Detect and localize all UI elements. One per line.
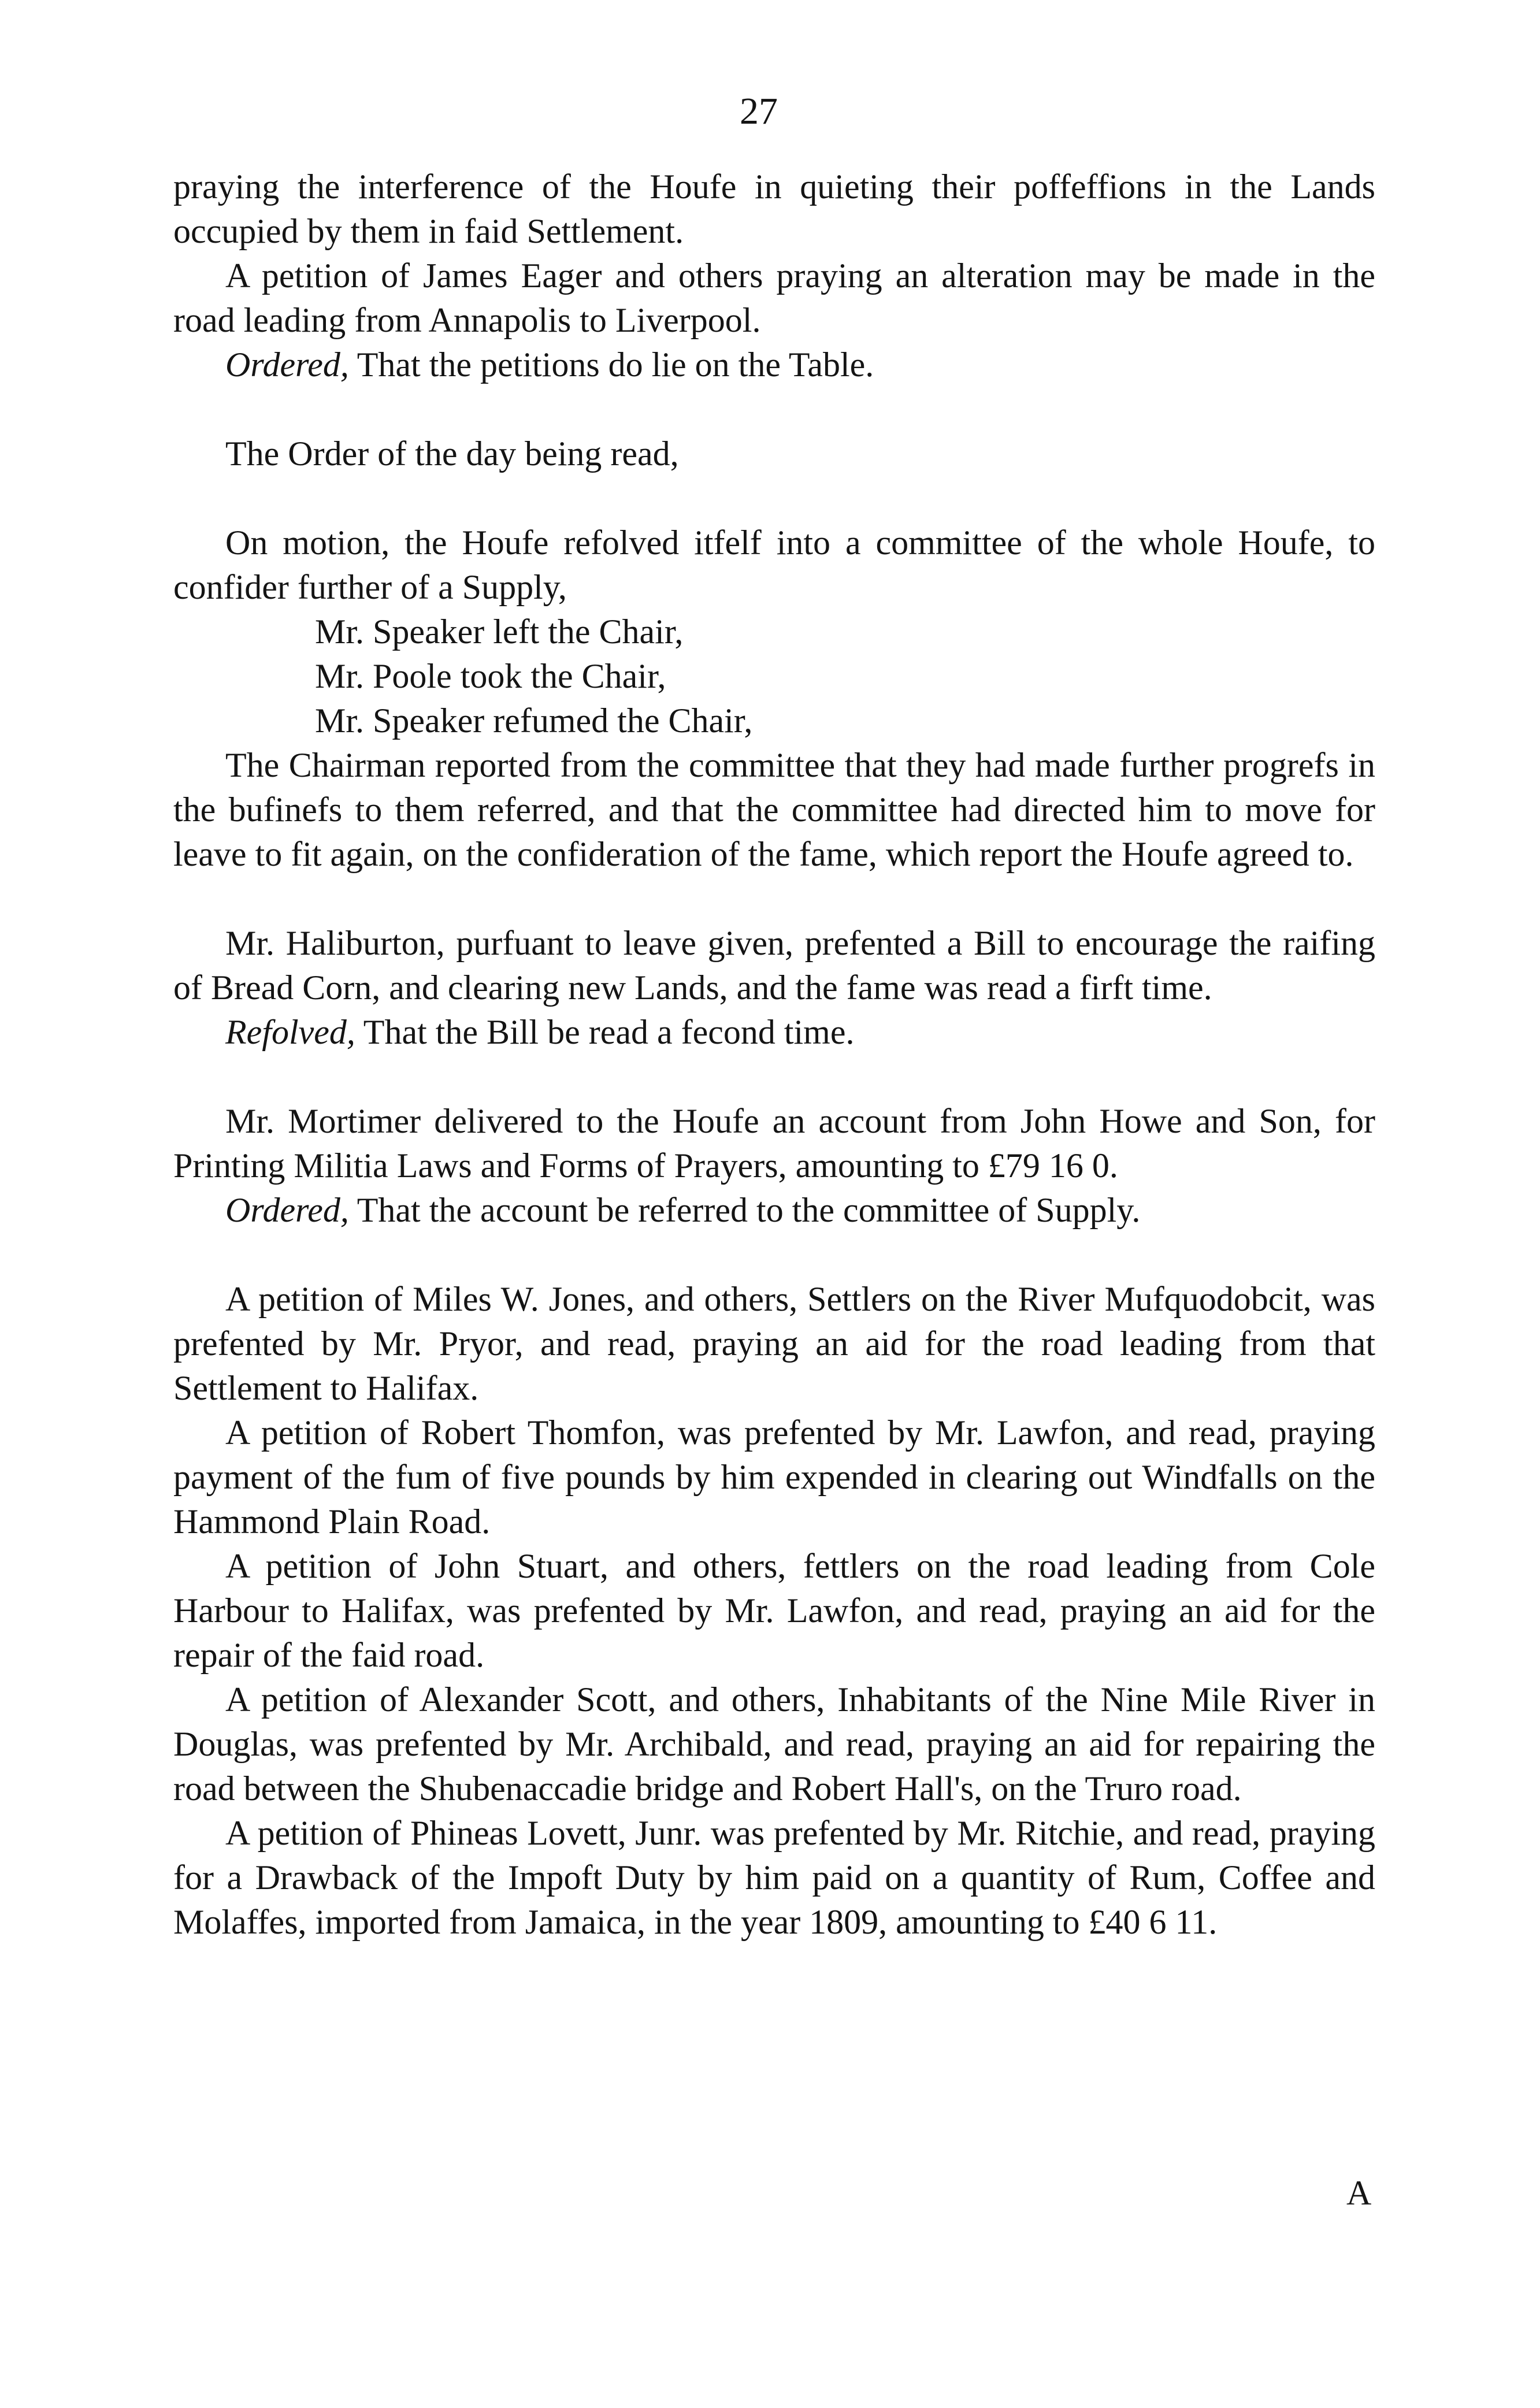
paragraph-mortimer-account: Mr. Mortimer delivered to the Houfe an account from John Howe and Son, for Printing Militia Laws and Forms of Prayers, amounting to £79 16 0.	[173, 1102, 1375, 1185]
paragraph-motion-committee: On motion, the Houfe refolved itfelf into a committee of the whole Houfe, to confider further of a Supply,	[173, 524, 1375, 606]
paragraph-petition-eager: A petition of James Eager and others praying an alteration may be made in the road leading from Annapolis to Liverpool.	[173, 257, 1375, 339]
paragraph-haliburton-bill: Mr. Haliburton, purfuant to leave given, prefented a Bill to encourage the raifing of Bread Corn, and clearing new Lands, and the fame was read a firft time.	[173, 924, 1375, 1007]
line-speaker-left: Mr. Speaker left the Chair,	[315, 613, 684, 651]
paragraph-continuation: praying the interference of the Houfe in quieting their poffeffions in the Lands occupied by them in faid Settlement.	[173, 168, 1375, 250]
resolved-text: That the Bill be read a fecond time.	[355, 1013, 855, 1051]
paragraph-petition-stuart: A petition of John Stuart, and others, fettlers on the road leading from Cole Harbour to Halifax, was prefented by Mr. Lawfon, and read, praying an aid for the repair of the faid road.	[173, 1547, 1375, 1674]
line-speaker-resumed: Mr. Speaker refumed the Chair,	[315, 702, 753, 740]
paragraph-petition-thomson: A petition of Robert Thomfon, was prefented by Mr. Lawfon, and read, praying payment of the fum of five pounds by him expended in clearing out Windfalls on the Hammond Plain Road.	[173, 1413, 1375, 1541]
paragraph-chairman-report: The Chairman reported from the committee that they had made further progrefs in the bufinefs to them referred, and that the committee had directed him to move for leave to fit again, on the confideration of the fame, which report the Houfe agreed to.	[173, 746, 1375, 873]
order-text: That the account be referred to the committee of Supply.	[348, 1191, 1141, 1229]
paragraph-petition-lovett: A petition of Phineas Lovett, Junr. was prefented by Mr. Ritchie, and read, praying for a Drawback of the Impoft Duty by him paid on a quantity of Rum, Coffee and Molaffes, imported from Jamaica, in the year 1809, amounting to £40 6 11.	[173, 1814, 1375, 1941]
paragraph-order-of-day: The Order of the day being read,	[225, 435, 679, 473]
resolved-label: Refolved,	[225, 1013, 355, 1051]
page-body	[173, 165, 1375, 1945]
paragraph-petition-scott: A petition of Alexander Scott, and others, Inhabitants of the Nine Mile River in Douglas, was prefented by Mr. Archibald, and read, praying an aid for repairing the road between the Shubenaccadie bridge and Robert Hall's, on the Truro road.	[173, 1680, 1375, 1808]
order-text: That the petitions do lie on the Table.	[348, 346, 874, 384]
ordered-label: Ordered,	[225, 1191, 349, 1229]
catchword: A	[1346, 2174, 1372, 2212]
ordered-label: Ordered,	[225, 346, 349, 384]
paragraph-order-table	[173, 343, 1375, 387]
paragraph-petition-jones: A petition of Miles W. Jones, and others, Settlers on the River Mufquodobcit, was prefented by Mr. Pryor, and read, praying an aid for the road leading from that Settlement to Halifax.	[173, 1280, 1375, 1407]
page-number: 27	[740, 90, 778, 132]
line-poole-chair: Mr. Poole took the Chair,	[315, 657, 666, 695]
paragraph-order-supply	[173, 1188, 1375, 1233]
paragraph-resolved-second-reading	[173, 1010, 1375, 1055]
